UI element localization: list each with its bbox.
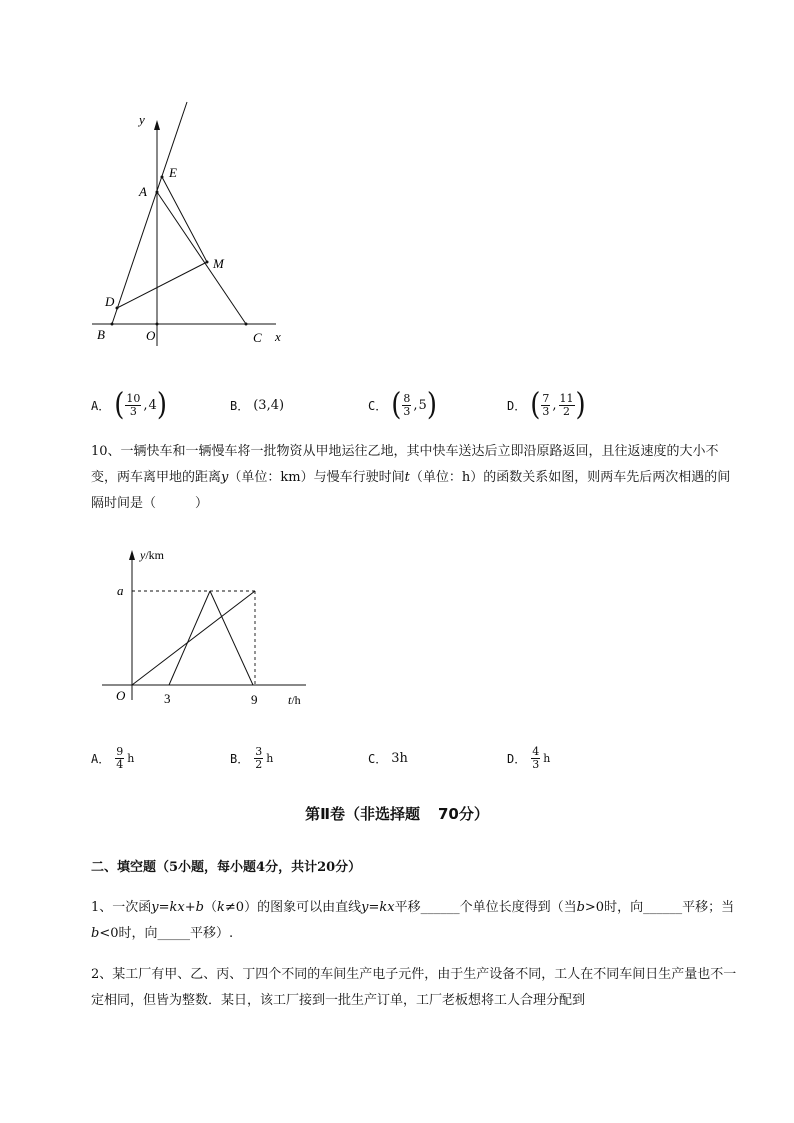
fraction: $\frac{4}{3}$ (532, 744, 540, 771)
section-title: 第Ⅱ卷（非选择题 70分） (305, 805, 489, 823)
q9-option-a[interactable]: A． ( $\frac{10}{3}$ , 4 ) (91, 387, 167, 423)
fraction: $\frac{3}{2}$ (255, 744, 263, 771)
slow-car-line (132, 591, 255, 685)
a-label: a (117, 583, 124, 598)
fraction: $\frac{9}{4}$ (116, 744, 124, 771)
line-BE (112, 102, 187, 324)
segment-EM (162, 177, 207, 262)
q9-option-d[interactable]: D． ( $\frac{7}{3}$ , $\frac{11}{2}$ ) (507, 387, 586, 423)
q9-option-c[interactable]: C． ( $\frac{8}{3}$ , 5 ) (368, 387, 437, 423)
q10-options (91, 738, 731, 778)
fraction: $\frac{8}{3}$ (403, 391, 411, 418)
y-axis-arrow (129, 550, 135, 560)
y-axis-label: y/km (140, 548, 164, 562)
segment-AC (157, 192, 246, 324)
question-10: 10、一辆快车和一辆慢车将一批物资从甲地运往乙地，其中快车送达后立即沿原路返回，且往返速度的大小不变，两车离甲地的距离y（单位：km）与慢车行驶时间t（单位：h）的函数关系如图，则两车先后两次相遇的间隔时间是（ ） (91, 444, 731, 511)
q10-option-a[interactable]: A． $\frac{9}{4}$ h (91, 744, 135, 771)
x-axis-label: x (275, 329, 281, 344)
point-label-M: M (213, 256, 224, 271)
point-label-C: C (253, 330, 262, 345)
geometry-figure (86, 96, 306, 356)
fill-in-question-2: 2、某工厂有甲、乙、丙、丁四个不同的车间生产电子元件，由于生产设备不同，工人在不同车间日生产量也不一定相同，但皆为整数．某日，该工厂接到一批生产订单，工厂老板想将工人合理分配到 (91, 967, 737, 1008)
fill-in-question-1: 1、一次函y=kx+b（k≠0）的图象可以由直线y=kx平移______个单位长度得到（当b>0时，向______平移；当b<0时，向_____平移）. (91, 900, 735, 941)
part-heading: 二、填空题（5小题，每小题4分，共计20分） (91, 860, 362, 875)
t-axis-label: t/h (288, 693, 301, 707)
distance-time-graph (96, 540, 326, 720)
point-label-E: E (169, 165, 177, 180)
tick-label-3: 3 (164, 691, 171, 706)
point-label-O: O (146, 328, 156, 343)
q9-option-b[interactable]: B． (3,4) (230, 397, 285, 413)
fast-car-return-line (210, 591, 253, 685)
origin-label: O (116, 688, 126, 703)
y-axis-label: y (139, 112, 145, 127)
q9-options (91, 385, 731, 425)
q10-option-b[interactable]: B． $\frac{3}{2}$ h (230, 744, 274, 771)
y-axis-arrow (154, 120, 160, 130)
q10-option-d[interactable]: D． $\frac{4}{3}$ h (507, 744, 551, 771)
fast-car-out-line (169, 591, 210, 685)
q10-option-c[interactable]: C． 3h (368, 750, 408, 766)
fraction: $\frac{7}{3}$ (542, 391, 550, 418)
point-label-B: B (97, 327, 105, 342)
tick-label-9: 9 (251, 692, 258, 707)
point-label-A: A (139, 184, 147, 199)
fraction: $\frac{11}{2}$ (559, 391, 574, 418)
fraction: $\frac{10}{3}$ (126, 391, 141, 418)
point-label-D: D (105, 294, 115, 309)
